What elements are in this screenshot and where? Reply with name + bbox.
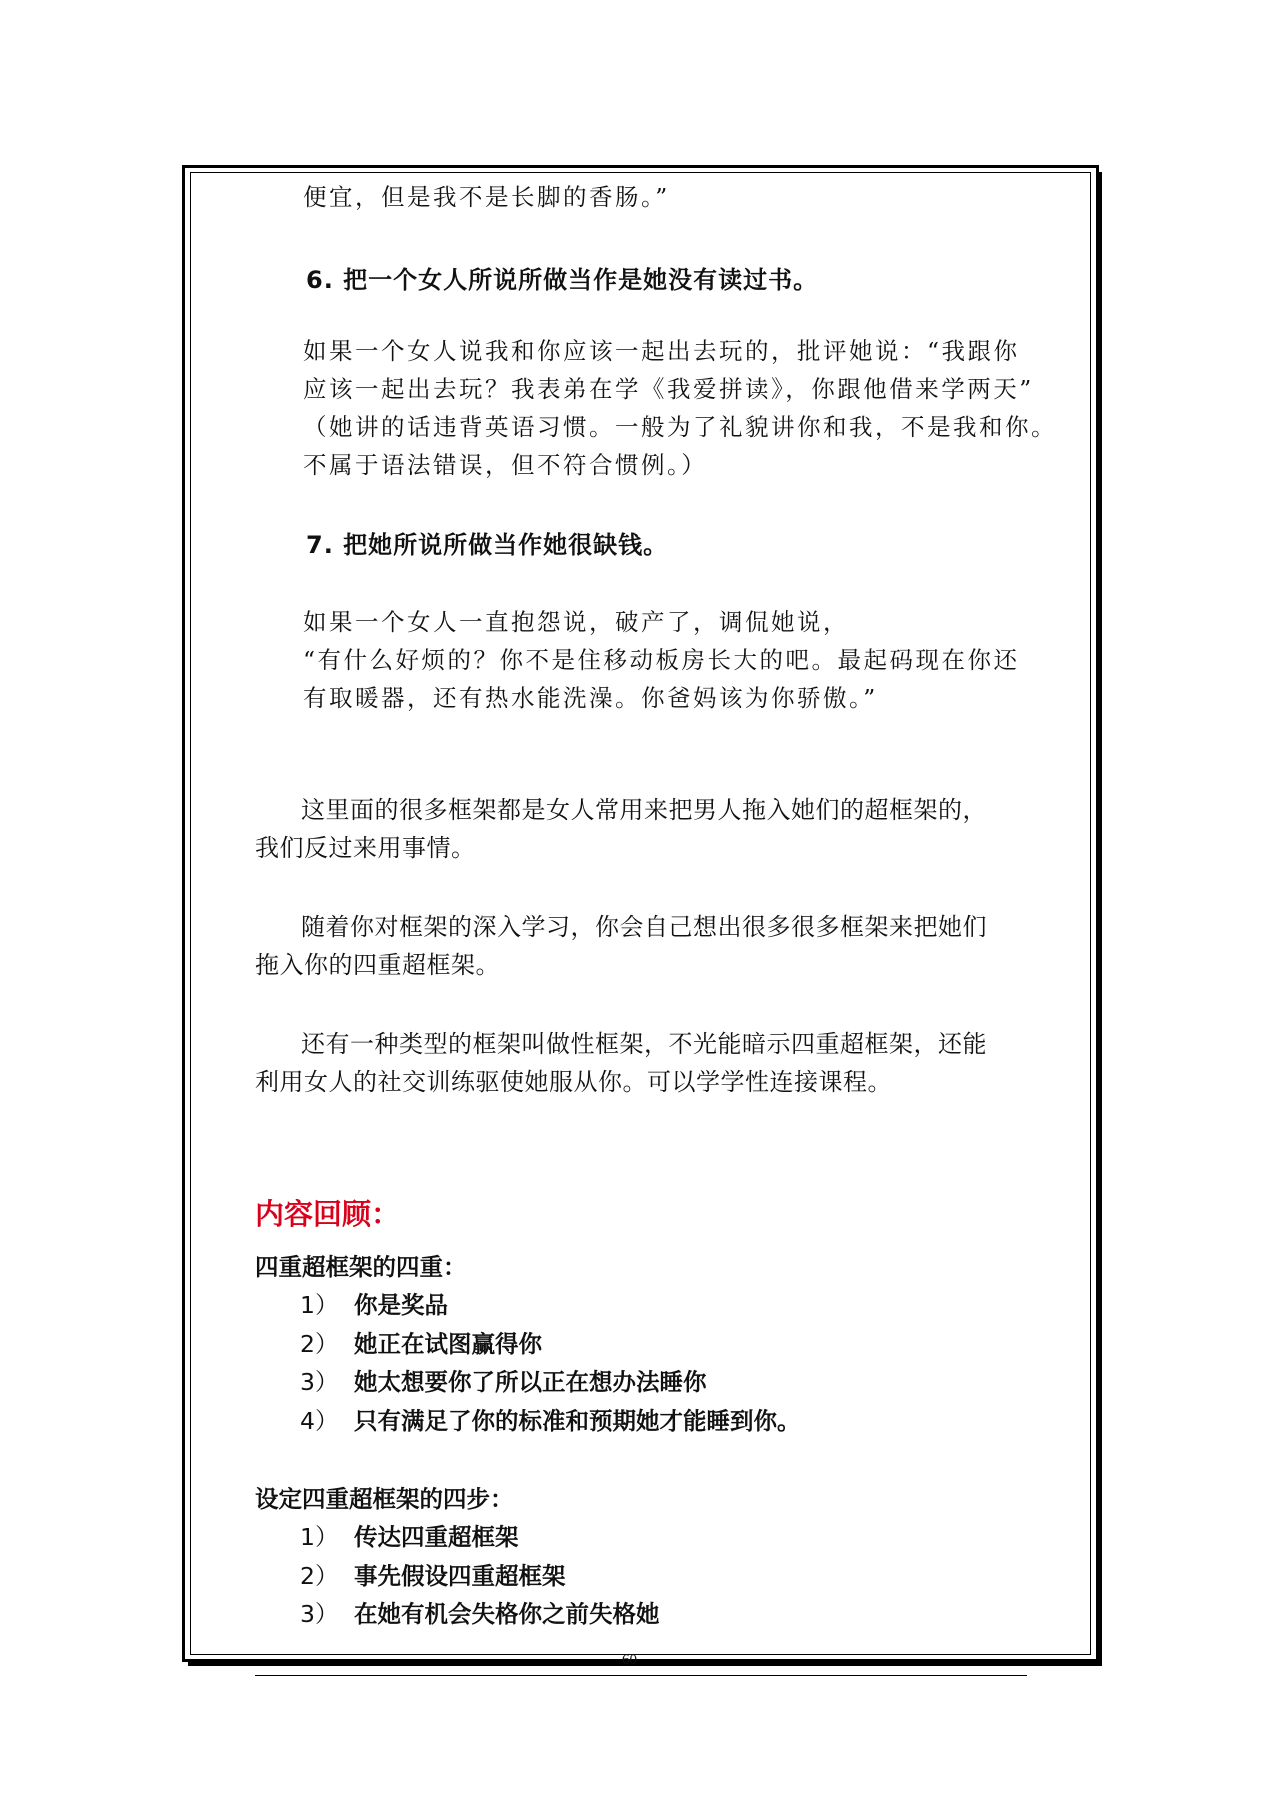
paragraph-line: 拖入你的四重超框架。	[255, 951, 500, 979]
list-item: 4） 只有满足了你的标准和预期她才能睡到你。	[300, 1406, 801, 1435]
example-line: （她讲的话违背英语习惯。一般为了礼貌讲你和我，不是我和你。	[303, 413, 1057, 441]
body-paragraph	[255, 908, 987, 984]
four-frames-title: 四重超框架的四重：	[255, 1253, 467, 1281]
review-title: 内容回顾：	[255, 1197, 401, 1231]
list-item: 3） 她太想要你了所以正在想办法睡你	[300, 1368, 707, 1396]
paragraph-line: 我们反过来用事情。	[255, 834, 476, 862]
paragraph-line: 利用女人的社交训练驱使她服从你。可以学学性连接课程。	[255, 1068, 892, 1096]
list-item: 2） 事先假设四重超框架	[300, 1561, 566, 1590]
list-item: 2） 她正在试图赢得你	[300, 1329, 542, 1358]
example-line: 应该一起出去玩？我表弟在学《我爱拼读》，你跟他借来学两天”	[303, 375, 1034, 403]
section-6-heading: 6. 把一个女人所说所做当作是她没有读过书。	[306, 266, 819, 294]
body-paragraph	[255, 1025, 987, 1101]
four-frames-list	[300, 1286, 801, 1440]
paragraph-line: 还有一种类型的框架叫做性框架，不光能暗示四重超框架，还能	[301, 1030, 987, 1058]
paragraph-line: 这里面的很多框架都是女人常用来把男人拖入她们的超框架的，	[301, 796, 987, 824]
footer-rule	[255, 1675, 1027, 1676]
example-line: 不属于语法错误，但不符合惯例。）	[303, 451, 708, 479]
four-steps-list	[300, 1518, 660, 1634]
list-item: 3） 在她有机会失格你之前失格她	[300, 1600, 660, 1628]
example-line: 如果一个女人一直抱怨说，破产了，调侃她说，	[303, 608, 849, 636]
border-shadow-bottom	[188, 1659, 1102, 1666]
body-paragraph	[255, 791, 987, 867]
example-line: 如果一个女人说我和你应该一起出去玩的，批评她说：“我跟你	[303, 337, 1020, 365]
section-6-example	[303, 332, 1057, 484]
border-shadow-right	[1096, 172, 1102, 1666]
example-line: “有什么好烦的？你不是住移动板房长大的吧。最起码现在你还	[303, 646, 1020, 674]
paragraph-line: 随着你对框架的深入学习，你会自己想出很多很多框架来把她们	[301, 913, 987, 941]
section-7-example	[303, 603, 1020, 717]
page-number: 60	[622, 1652, 637, 1668]
section-7-heading: 7. 把她所说所做当作她很缺钱。	[306, 531, 669, 559]
example-line: 有取暖器，还有热水能洗澡。你爸妈该为你骄傲。”	[303, 684, 878, 712]
four-steps-title: 设定四重超框架的四步：	[255, 1485, 514, 1513]
list-item: 1） 传达四重超框架	[300, 1523, 519, 1551]
list-item: 1） 你是奖品	[300, 1291, 448, 1319]
continued-text: 便宜，但是我不是长脚的香肠。”	[303, 183, 670, 211]
